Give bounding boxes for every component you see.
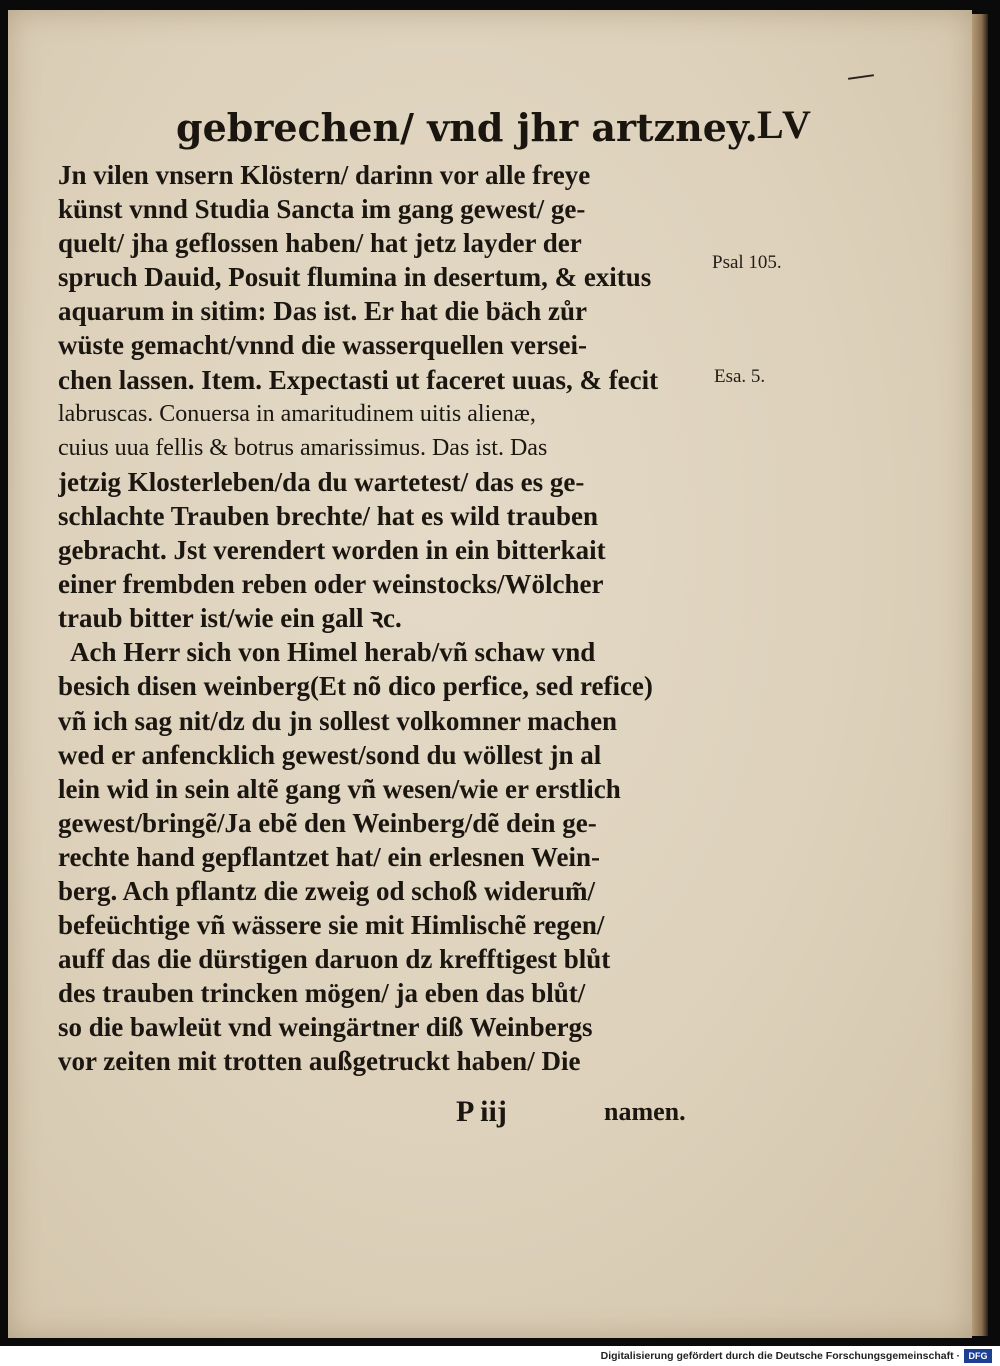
text-line: wüste gemacht/vnnd die wasserquellen versei- <box>58 330 587 361</box>
text-line: vor zeiten mit trotten außgetruckt haben/ Die <box>58 1046 581 1077</box>
text-line: Ach Herr sich von Himel herab/vñ schaw vnd <box>70 637 596 668</box>
text-line: cuius uua fellis & botrus amarissimus. Das ist. Das <box>58 434 548 461</box>
text-line: quelt/ jha geflossen haben/ hat jetz layder der <box>58 228 582 259</box>
text-line: so die bawleüt vnd weingärtner diß Weinbergs <box>58 1012 593 1043</box>
text-line: aquarum in sitim: Das ist. Er hat die bäch zůr <box>58 296 588 327</box>
text-line: labruscas. Conuersa in amaritudinem uitis alienæ, <box>58 400 536 427</box>
marginal-note: Psal 105. <box>712 252 782 273</box>
text-line: einer frembden reben oder weinstocks/Wölcher <box>58 569 604 600</box>
text-block <box>58 158 718 1079</box>
page-edge <box>972 14 988 1336</box>
text-line: chen lassen. Item. Expectasti ut faceret uuas, & fecit <box>58 364 659 395</box>
text-line: gebracht. Jst verendert worden in ein bitterkait <box>58 535 606 566</box>
catchword: namen. <box>604 1097 686 1126</box>
text-line: gewest/bringẽ/Ja ebẽ den Weinberg/dẽ dein ge- <box>58 807 597 838</box>
text-line: besich disen weinberg(Et nõ dico perfice, sed refice) <box>58 671 653 702</box>
text-line: rechte hand gepflantzet hat/ ein erlesnen Wein- <box>58 841 600 872</box>
text-line: spruch Dauid, Posuit flumina in desertum, & exitus <box>58 262 652 293</box>
text-line: wed er anfencklich gewest/sond du wöllest jn al <box>58 739 602 770</box>
text-line: schlachte Trauben brechte/ hat es wild trauben <box>58 500 599 531</box>
text-line: traub bitter ist/wie ein gall ꝛc. <box>58 603 402 634</box>
running-head: gebrechen/ vnd jhr artzney. <box>176 105 758 150</box>
marginal-note: Esa. 5. <box>714 366 766 387</box>
text-line: vñ ich sag nit/dz du jn sollest volkomner machen <box>58 705 618 736</box>
text-line: lein wid in sein altẽ gang vñ wesen/wie er erstlich <box>58 773 621 804</box>
text-line: berg. Ach pflantz die zweig od schoß widerum̃/ <box>58 875 595 906</box>
text-line: jetzig Klosterleben/da du wartetest/ das es ge- <box>58 466 585 497</box>
folio-number: LV <box>757 102 813 147</box>
signature-mark: P iij <box>456 1095 507 1128</box>
text-line: künst vnnd Studia Sancta im gang gewest/ ge- <box>58 194 586 225</box>
funding-credit: Digitalisierung gefördert durch die Deutsche Forschungsgemeinschaft · <box>600 1350 960 1362</box>
text-line: Jn vilen vnsern Klöstern/ darinn vor alle freye <box>58 160 591 190</box>
dfg-logo: DFG <box>964 1349 992 1363</box>
text-line: befeüchtige vñ wässere sie mit Himlischẽ regen/ <box>58 910 605 941</box>
text-line: auff das die dürstigen daruon dz krefftigest blůt <box>58 944 611 975</box>
footer-bar <box>0 1346 1000 1366</box>
text-line: des trauben trincken mögen/ ja eben das blůt/ <box>58 978 586 1009</box>
